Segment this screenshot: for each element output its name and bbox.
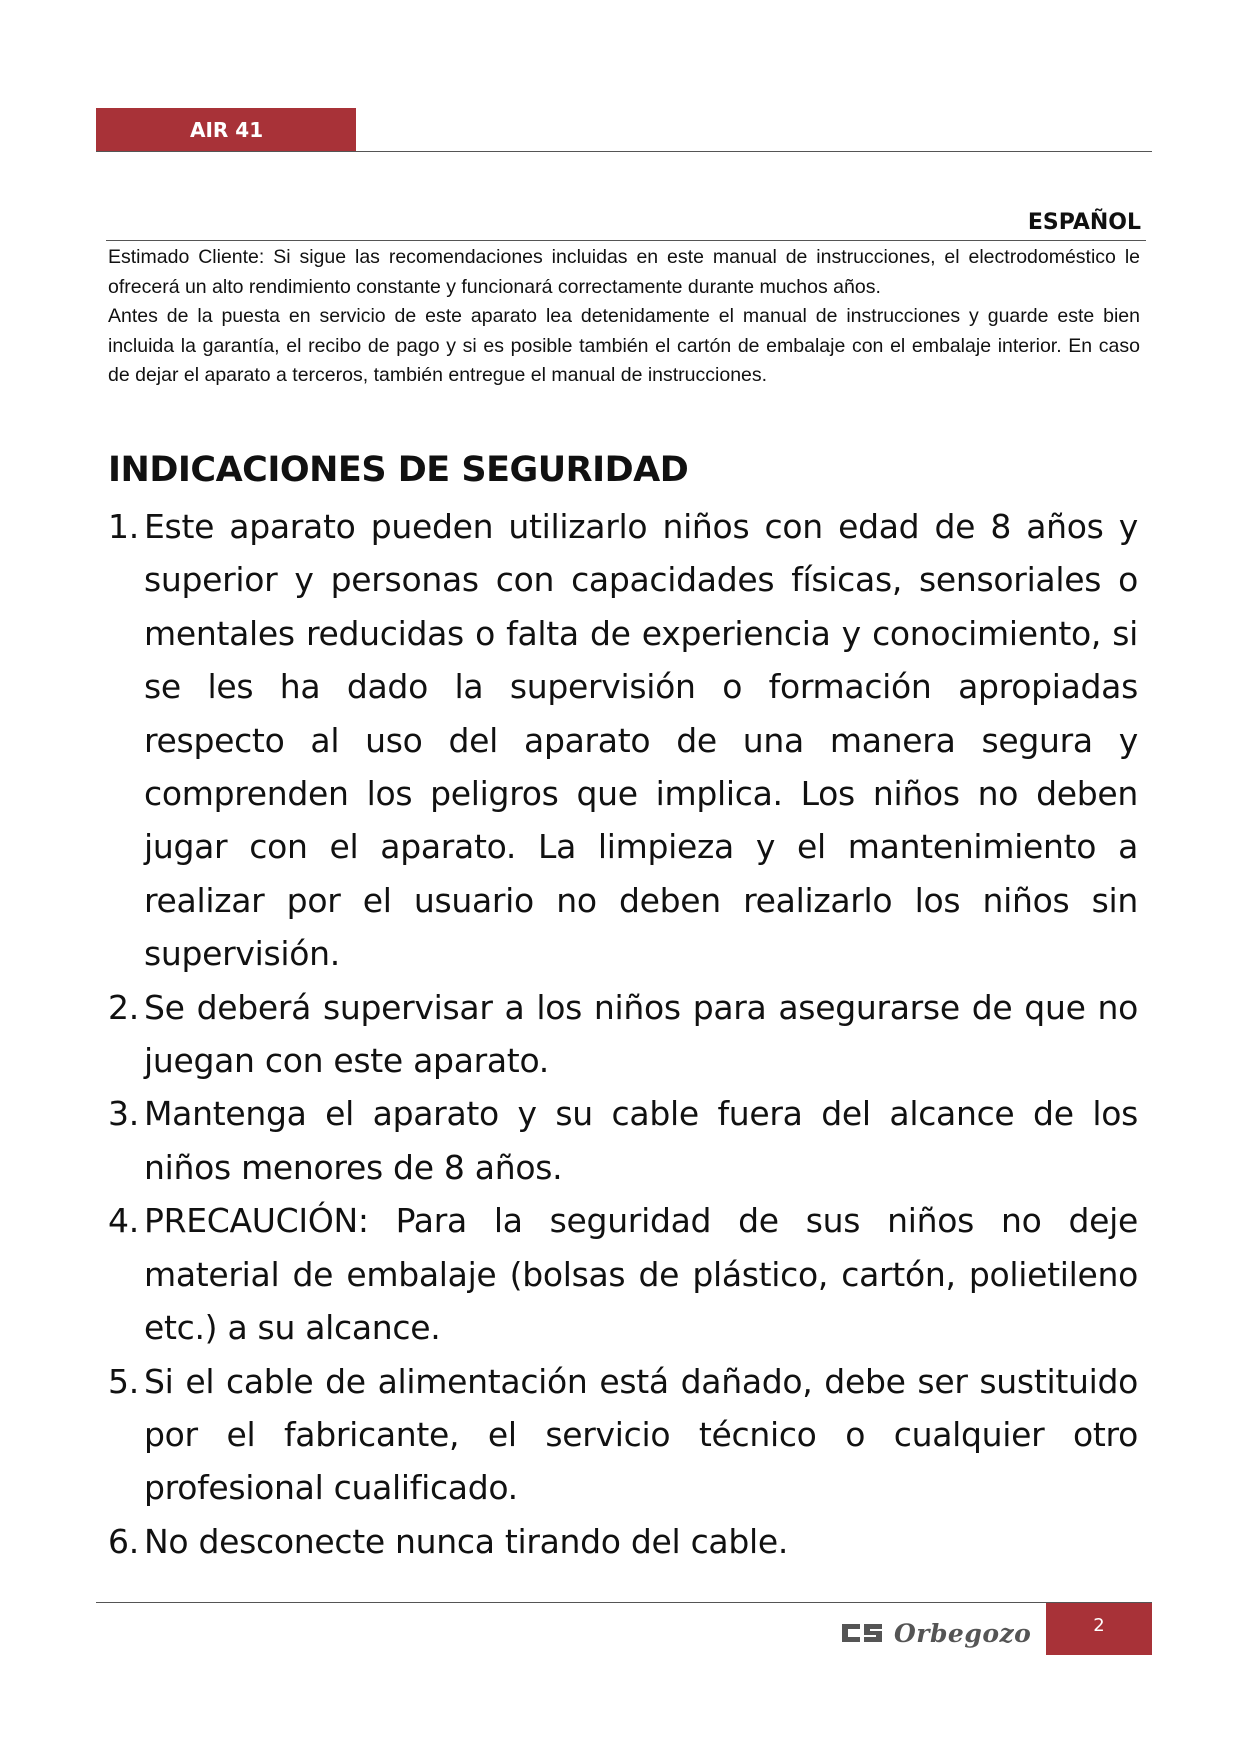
footer-rule xyxy=(96,1602,1152,1603)
item-text: Este aparato pueden utilizarlo niños con edad de 8 años y superior y personas con capacidades físicas, sensoriales o mentales reducidas o falta de experiencia y conocimiento, si se les ha dado la supervisión o formación apropiadas respecto al uso del aparato de una manera segura y comprenden los peligros que implica. Los niños no deben jugar con el aparato. La limpieza y el mantenimiento a realizar por el usuario no deben realizarlo los niños sin supervisión. xyxy=(144,507,1138,974)
safety-item xyxy=(108,500,1138,981)
item-text: No desconecte nunca tirando del cable. xyxy=(144,1521,789,1561)
safety-item xyxy=(108,1087,1138,1194)
model-tab xyxy=(96,108,356,152)
item-text: Si el cable de alimentación está dañado, debe ser sustituido por el fabricante, el servicio técnico o cualquier otro profesional cualificado. xyxy=(144,1361,1138,1508)
orbegozo-logo-mark-icon xyxy=(840,1621,884,1645)
item-number: 2. xyxy=(108,987,139,1027)
item-text: PRECAUCIÓN: Para la seguridad de sus niños no deje material de embalaje (bolsas de plástico, cartón, polietileno etc.) a su alcance. xyxy=(144,1201,1138,1348)
item-text: Se deberá supervisar a los niños para asegurarse de que no juegan con este aparato. xyxy=(144,987,1138,1081)
section-title: INDICACIONES DE SEGURIDAD xyxy=(108,450,689,490)
item-number: 3. xyxy=(108,1094,139,1134)
safety-item xyxy=(108,1194,1138,1354)
language-rule xyxy=(106,240,1146,241)
page-number-box xyxy=(1046,1603,1152,1655)
intro-text xyxy=(108,243,1140,391)
safety-item xyxy=(108,1355,1138,1515)
intro-paragraph-1: Estimado Cliente: Si sigue las recomendaciones incluidas en este manual de instrucciones, el electrodoméstico le ofrecerá un alto rendimiento constante y funcionará correctamente durante muchos años. xyxy=(108,246,1140,298)
brand-name: Orbegozo xyxy=(894,1618,1032,1648)
item-number: 1. xyxy=(108,507,139,546)
item-number: 5. xyxy=(108,1361,139,1401)
item-text: Mantenga el aparato y su cable fuera del alcance de los niños menores de 8 años. xyxy=(144,1094,1138,1187)
brand-logo xyxy=(840,1610,1040,1656)
language-label: ESPAÑOL xyxy=(1027,210,1141,235)
intro-paragraph-2: Antes de la puesta en servicio de este aparato lea detenidamente el manual de instrucciones y guarde este bien incluida la garantía, el recibo de pago y si es posible también el cartón de embalaje con el embalaje interior. En caso de dejar el aparato a terceros, también entregue el manual de instrucciones. xyxy=(108,305,1140,386)
header-rule xyxy=(96,151,1152,152)
item-number: 4. xyxy=(108,1201,139,1241)
safety-item xyxy=(108,981,1138,1088)
item-number: 6. xyxy=(108,1521,139,1561)
model-name: AIR 41 xyxy=(190,118,264,142)
safety-list xyxy=(108,500,1138,1568)
page-number: 2 xyxy=(1093,1615,1105,1636)
safety-item xyxy=(108,1515,1138,1568)
